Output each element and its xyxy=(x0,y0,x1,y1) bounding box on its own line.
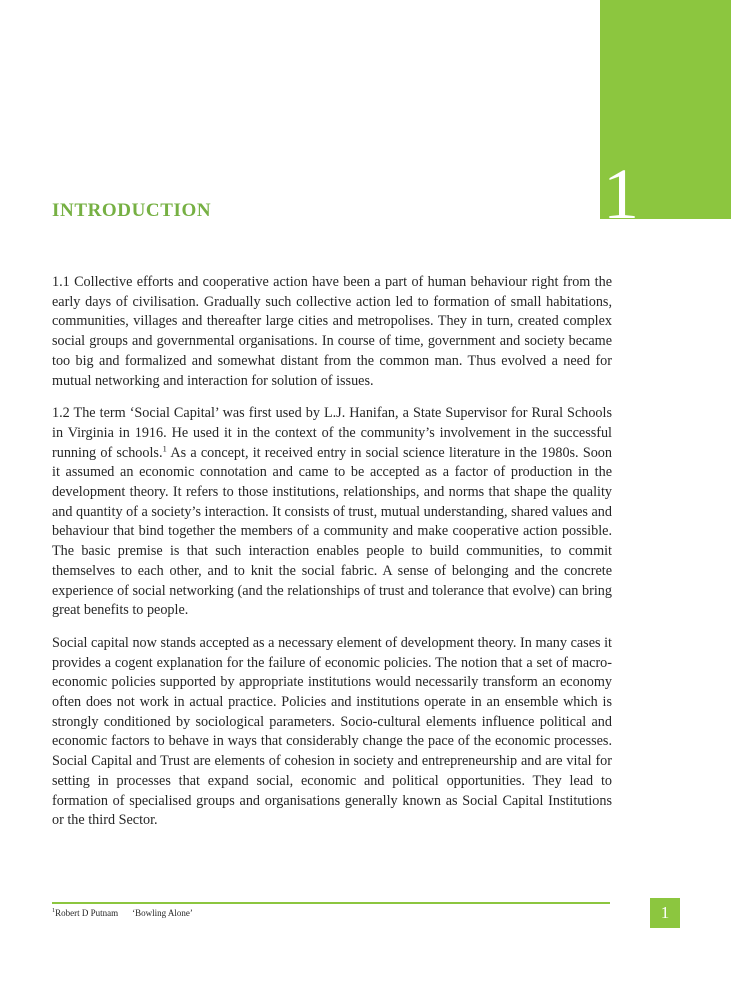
paragraph-1-2-text-before: 1.2 The term ‘Social Capital’ was first used by L.J. Hanifan, a State Supervisor for Rural Schools in Virginia in 1916. He used it in the context of the community’s involvement in the successful running of schools. xyxy=(52,405,612,461)
paragraph-1-2-text-after: As a concept, it received entry in social science literature in the 1980s. Soon it assumed an economic connotation and came to be accepted as a factor of production in the development theory. It refers to those institutions, relationships, and norms that shape the quality and quantity of a society’s interaction. It consists of trust, mutual understanding, shared values and behaviour that bind together the members of a community and make cooperative action possible. The basic premise is that such interaction enables people to build communities, to commit themselves to each other, and to knit the social fabric. A sense of belonging and the concrete experience of social networking (and the relationships of trust and tolerance that evolve) can bring great benefits to people. xyxy=(52,444,612,619)
footnote-marker: 1 xyxy=(52,907,56,914)
chapter-number: 1 xyxy=(603,154,639,234)
paragraph-1-2 xyxy=(52,404,612,621)
paragraph-1-1-text: 1.1 Collective efforts and cooperative action have been a part of human behaviour right from the early days of civilisation. Gradually such collective action led to formation of small habitations, communities, villages and thereafter large cities and metropolises. They in turn, created complex social groups and governmental organisations. In course of time, government and society became too big and formalized and somewhat distant from the common man. Thus evolved a need for mutual networking and interaction for solution of issues. xyxy=(52,274,612,389)
page-number: 1 xyxy=(660,903,670,922)
page-number-badge xyxy=(650,898,680,928)
paragraph-1-1 xyxy=(52,273,612,391)
body-text xyxy=(52,273,612,831)
footnote-divider xyxy=(52,902,610,904)
footnote xyxy=(52,907,193,919)
page-title: INTRODUCTION xyxy=(52,200,212,221)
paragraph-3-text: Social capital now stands accepted as a necessary element of development theory. In many cases it provides a cogent explanation for the failure of economic policies. The notion that a set of macro-economic policies supported by appropriate institutions would necessarily transform an economy often does not work in actual practice. Policies and institutions operate in an ensemble which is strongly conditioned by sociological parameters. Socio-cultural elements influence political and economic factors to behave in ways that considerably change the pace of the economic processes. Social Capital and Trust are elements of cohesion in society and entrepreneurship and are vital for setting in processes that expand social, economic and political opportunities. They lead to formation of specialised groups and organisations generally known as Social Capital Institutions or the third Sector. xyxy=(52,634,612,829)
footnote-author: Robert D Putnam xyxy=(55,908,119,918)
footnote-work-title: ‘Bowling Alone’ xyxy=(132,908,193,918)
paragraph-3 xyxy=(52,634,612,831)
chapter-number-block xyxy=(600,0,731,234)
page-content xyxy=(52,200,612,831)
footnote-reference: 1 xyxy=(162,442,167,453)
